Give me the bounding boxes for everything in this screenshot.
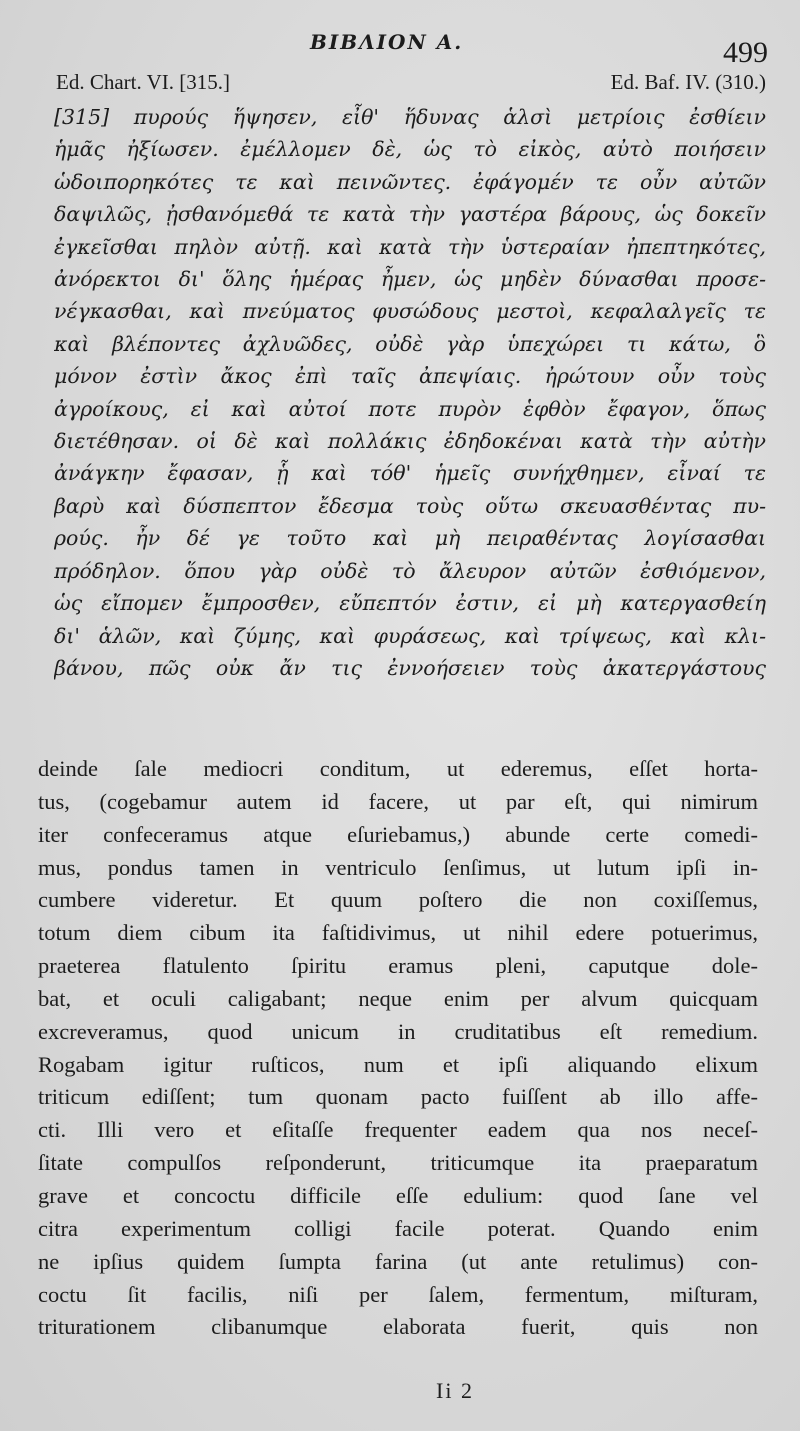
greek-line: ἡμᾶς ἠξίωσεν. ἐμέλλομεν δὲ, ὡς τὸ εἰκὸς, αὐτὸ ποιήσειν: [54, 137, 766, 162]
latin-line: mus, pondus tamen in ventriculo ſenſimus, ut lutum ipſi in-: [38, 854, 758, 880]
greek-line: διετέθησαν. οἱ δὲ καὶ πολλάκις ἐδηδοκέναι κατὰ τὴν αὐτὴν: [54, 429, 766, 454]
latin-line: iter confeceramus atque eſuriebamus,) abunde certe comedi-: [38, 821, 758, 847]
signature-mark: Ii 2: [436, 1378, 474, 1403]
greek-line: ὡδοιπορηκότες τε καὶ πεινῶντες. ἐφάγομέν τε οὖν αὐτῶν: [54, 169, 766, 194]
greek-line: καὶ βλέποντες ἀχλυῶδες, οὐδὲ γὰρ ὑπεχώρει τι κάτω, ὃ: [54, 331, 766, 356]
greek-text-block: [54, 101, 766, 684]
greek-line: [315] πυρούς ἥψησεν, εἶθ' ἥδυνας ἁλσὶ μετρίοις ἐσθίειν: [54, 105, 766, 129]
greek-line: ἐγκεῖσθαι πηλὸν αὐτῇ. καὶ κατὰ τὴν ὑστεραίαν ἠπεπτηκότες,: [54, 234, 766, 259]
latin-line: triturationem clibanumque elaborata fuerit, quis non: [38, 1314, 758, 1340]
edition-reference-chartier: Ed. Chart. VI. [315.]: [56, 70, 230, 94]
latin-line: tus, (cogebamur autem id facere, ut par eſt, qui nimirum: [38, 788, 758, 814]
greek-line: βάνου, πῶς οὐκ ἄν τις ἐννοήσειεν τοὺς ἀκατεργάστους: [54, 655, 766, 680]
latin-line: excreveramus, quod unicum in cruditatibus eſt remedium.: [38, 1018, 758, 1044]
greek-line: ὡς εἴπομεν ἔμπροσθεν, εὔπεπτόν ἐστιν, εἰ μὴ κατεργασθείη: [54, 591, 766, 616]
edition-reference-basel: Ed. Baf. IV. (310.): [610, 70, 766, 94]
latin-text-block: [38, 753, 758, 1344]
latin-line: ſitate compulſos reſponderunt, triticumque ita praeparatum: [38, 1150, 758, 1176]
latin-line: grave et concoctu difficile eſſe edulium: quod ſane vel: [38, 1182, 758, 1208]
latin-line: citra experimentum colligi facile poterat. Quando enim: [38, 1215, 758, 1241]
greek-line: δαψιλῶς, ᾐσθανόμεθά τε κατὰ τὴν γαστέρα βάρους, ὡς δοκεῖν: [54, 202, 766, 227]
greek-line: ἀνάγκην ἔφασαν, ᾗ καὶ τόθ' ἡμεῖς συνήχθημεν, εἶναί τε: [54, 461, 766, 486]
greek-line: βαρὺ καὶ δύσπεπτον ἔδεσμα τοὺς οὕτω σκευασθέντας πυ-: [54, 493, 766, 518]
page-number: 499: [723, 36, 768, 69]
latin-line: Rogabam igitur ruſticos, num et ipſi aliquando elixum: [38, 1051, 758, 1077]
latin-line: totum diem cibum ita faſtidivimus, ut nihil edere potuerimus,: [38, 920, 758, 946]
running-head: [0, 30, 800, 69]
greek-line: ἀνόρεκτοι δι' ὅλης ἡμέρας ἦμεν, ὡς μηδὲν δύνασθαι προσε-: [54, 267, 766, 292]
latin-line: cti. Illi vero et eſitaſſe frequenter eadem qua nos neceſ-: [38, 1117, 758, 1143]
latin-line: ne ipſius quidem ſumpta farina (ut ante retulimus) con-: [38, 1248, 758, 1274]
latin-line: praeterea flatulento ſpiritu eramus pleni, caputque dole-: [38, 953, 758, 979]
latin-line: cumbere videretur. Et quum poſtero die non coxiſſemus,: [38, 887, 758, 913]
latin-line: triticum ediſſent; tum quonam pacto fuiſſent ab illo affe-: [38, 1084, 758, 1110]
latin-line: bat, et oculi caligabant; neque enim per alvum quicquam: [38, 985, 758, 1011]
running-title: ΒΙΒΛΙΟΝ Α.: [310, 30, 464, 54]
greek-line: μόνον ἐστὶν ἄκος ἐπὶ ταῖς ἀπεψίαις. ἠρώτουν οὖν τοὺς: [54, 364, 766, 389]
greek-line: ρούς. ἦν δέ γε τοῦτο καὶ μὴ πειραθέντας λογίσασθαι: [54, 526, 766, 551]
latin-line: deinde ſale mediocri conditum, ut ederemus, eſſet horta-: [38, 756, 758, 781]
latin-line: coctu ſit facilis, niſi per ſalem, fermentum, miſturam,: [38, 1281, 758, 1307]
greek-line: νέγκασθαι, καὶ πνεύματος φυσώδους μεστοὶ, κεφαλαλγεῖς τε: [54, 299, 766, 324]
greek-line: δι' ἁλῶν, καὶ ζύμης, καὶ φυράσεως, καὶ τρίψεως, καὶ κλι-: [54, 623, 766, 648]
greek-line: πρόδηλον. ὅπου γὰρ οὐδὲ τὸ ἄλευρον αὐτῶν ἐσθιόμενον,: [54, 558, 766, 583]
edition-references: [56, 70, 766, 96]
greek-line: ἀγροίκους, εἰ καὶ αὐτοί ποτε πυρὸν ἑφθὸν ἔφαγον, ὅπως: [54, 396, 766, 421]
